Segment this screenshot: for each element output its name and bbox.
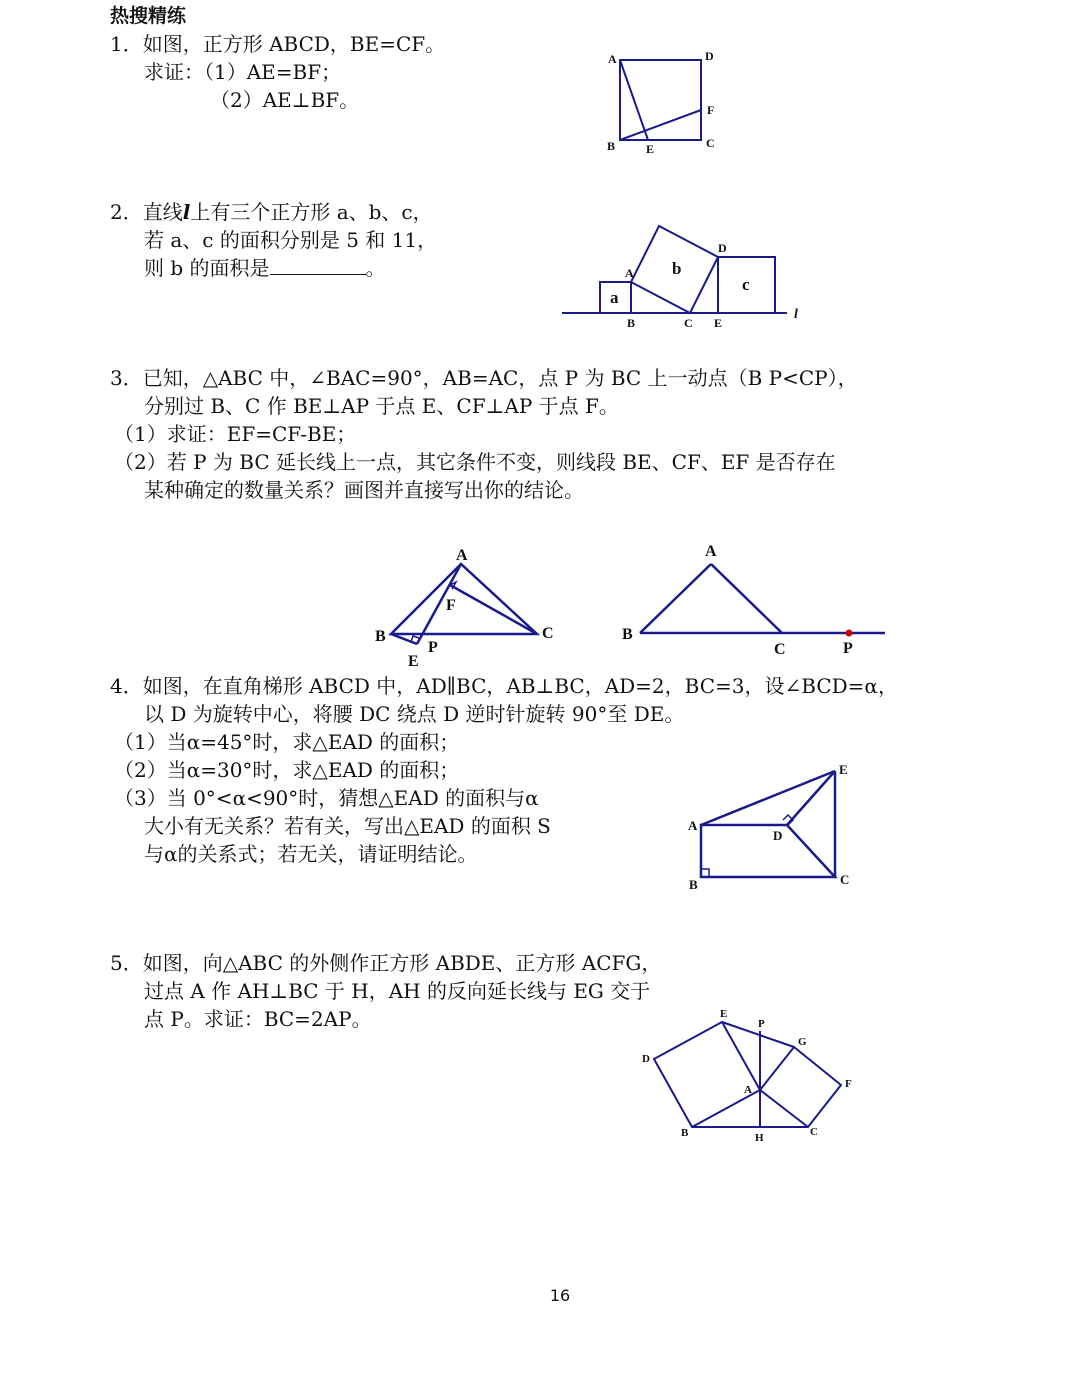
label-square-a: a (610, 288, 619, 307)
label-p: P (428, 639, 438, 656)
label-line-l: l (794, 307, 798, 322)
label-e: E (839, 762, 848, 777)
label-d: D (642, 1053, 650, 1065)
square-acfg (760, 1047, 841, 1127)
problem-3-part-2-cont: 某种确定的数量关系？画图并直接写出你的结论。 (144, 478, 584, 502)
label-f: F (845, 1078, 852, 1090)
problem-4-part-3-end: 与α的关系式；若无关，请证明结论。 (144, 842, 478, 866)
label-b: B (627, 316, 636, 330)
problem-3-part-1: （1）求证：EF=CF-BE； (114, 422, 357, 446)
label-a: A (688, 818, 698, 833)
label-c: C (706, 136, 715, 150)
label-c: C (810, 1126, 818, 1138)
problem-4-part-1: （1）当α=45°时，求△EAD 的面积； (114, 730, 460, 754)
label-e: E (720, 1008, 728, 1020)
problem-2-line-3: 则 b 的面积是 。 (144, 256, 386, 280)
label-d: D (705, 49, 714, 63)
problem-3-line-2: 分别过 B、C 作 BE⊥AP 于点 E、CF⊥AP 于点 F。 (144, 394, 619, 418)
label-b: B (375, 628, 386, 645)
problem-1-line-3: （2）AE⊥BF。 (210, 88, 360, 112)
label-square-c: c (742, 275, 750, 294)
problem-4-line-2: 以 D 为旋转中心，将腰 DC 绕点 D 逆时针旋转 90°至 DE。 (144, 702, 685, 726)
problem-4-part-3: （3）当 0°<α<90°时，猜想△EAD 的面积与α (114, 786, 539, 810)
problem-5-line-1: 5．如图，向△ABC 的外侧作正方形 ABDE、正方形 ACFG， (110, 951, 662, 975)
label-c: C (840, 872, 850, 887)
label-e: E (646, 142, 655, 156)
label-c: C (542, 625, 554, 642)
label-d: D (773, 828, 783, 843)
label-c-point: C (684, 316, 693, 330)
page-number: 16 (549, 1286, 571, 1305)
problem-2-line-2: 若 a、c 的面积分别是 5 和 11， (144, 228, 438, 252)
label-a-2: A (705, 543, 717, 560)
label-f: F (446, 597, 456, 614)
problem-4-part-2: （2）当α=30°时，求△EAD 的面积； (114, 758, 460, 782)
label-a: A (744, 1084, 752, 1096)
label-p-2: P (843, 640, 853, 657)
label-f: F (707, 103, 715, 117)
problem-2-line-1: 2．直线l上有三个正方形 a、b、c， (110, 200, 433, 224)
label-b: B (689, 877, 698, 892)
label-h: H (755, 1132, 764, 1144)
problem-1-line-1: 1．如图，正方形 ABCD，BE=CF。 (110, 32, 446, 56)
label-c-2: C (774, 641, 786, 658)
problem-4-line-1: 4．如图，在直角梯形 ABCD 中，AD∥BC，AB⊥BC，AD=2，BC=3，设∠BCD=α， (110, 674, 898, 698)
label-e: E (408, 653, 419, 670)
problem-3-part-2: （2）若 P 为 BC 延长线上一点，其它条件不变，则线段 BE、CF、EF 是否存在 (114, 450, 836, 474)
label-p: P (758, 1018, 765, 1030)
section-title: 热搜精练 (110, 5, 187, 27)
problem-5-line-3: 点 P。求证：BC=2AP。 (144, 1007, 372, 1031)
label-e: E (714, 316, 723, 330)
label-square-b: b (672, 259, 682, 278)
problem-4-part-3-cont: 大小有无关系？若有关，写出△EAD 的面积 S (144, 814, 551, 838)
problem-1-line-2: 求证：（1）AE=BF； (144, 60, 342, 84)
problem-5-line-2: 过点 A 作 AH⊥BC 于 H，AH 的反向延长线与 EG 交于 (144, 979, 651, 1003)
label-a-point: A (625, 266, 634, 280)
label-b: B (681, 1127, 689, 1139)
label-b-2: B (622, 626, 633, 643)
label-g: G (798, 1036, 807, 1048)
label-d: D (718, 241, 727, 255)
label-a: A (608, 52, 617, 66)
problem-3-line-1: 3．已知，△ABC 中，∠BAC=90°，AB=AC，点 P 为 BC 上一动点（B P<CP）， (110, 366, 858, 390)
square-abde (654, 1022, 760, 1127)
label-b: B (607, 139, 616, 153)
label-a: A (456, 547, 468, 564)
